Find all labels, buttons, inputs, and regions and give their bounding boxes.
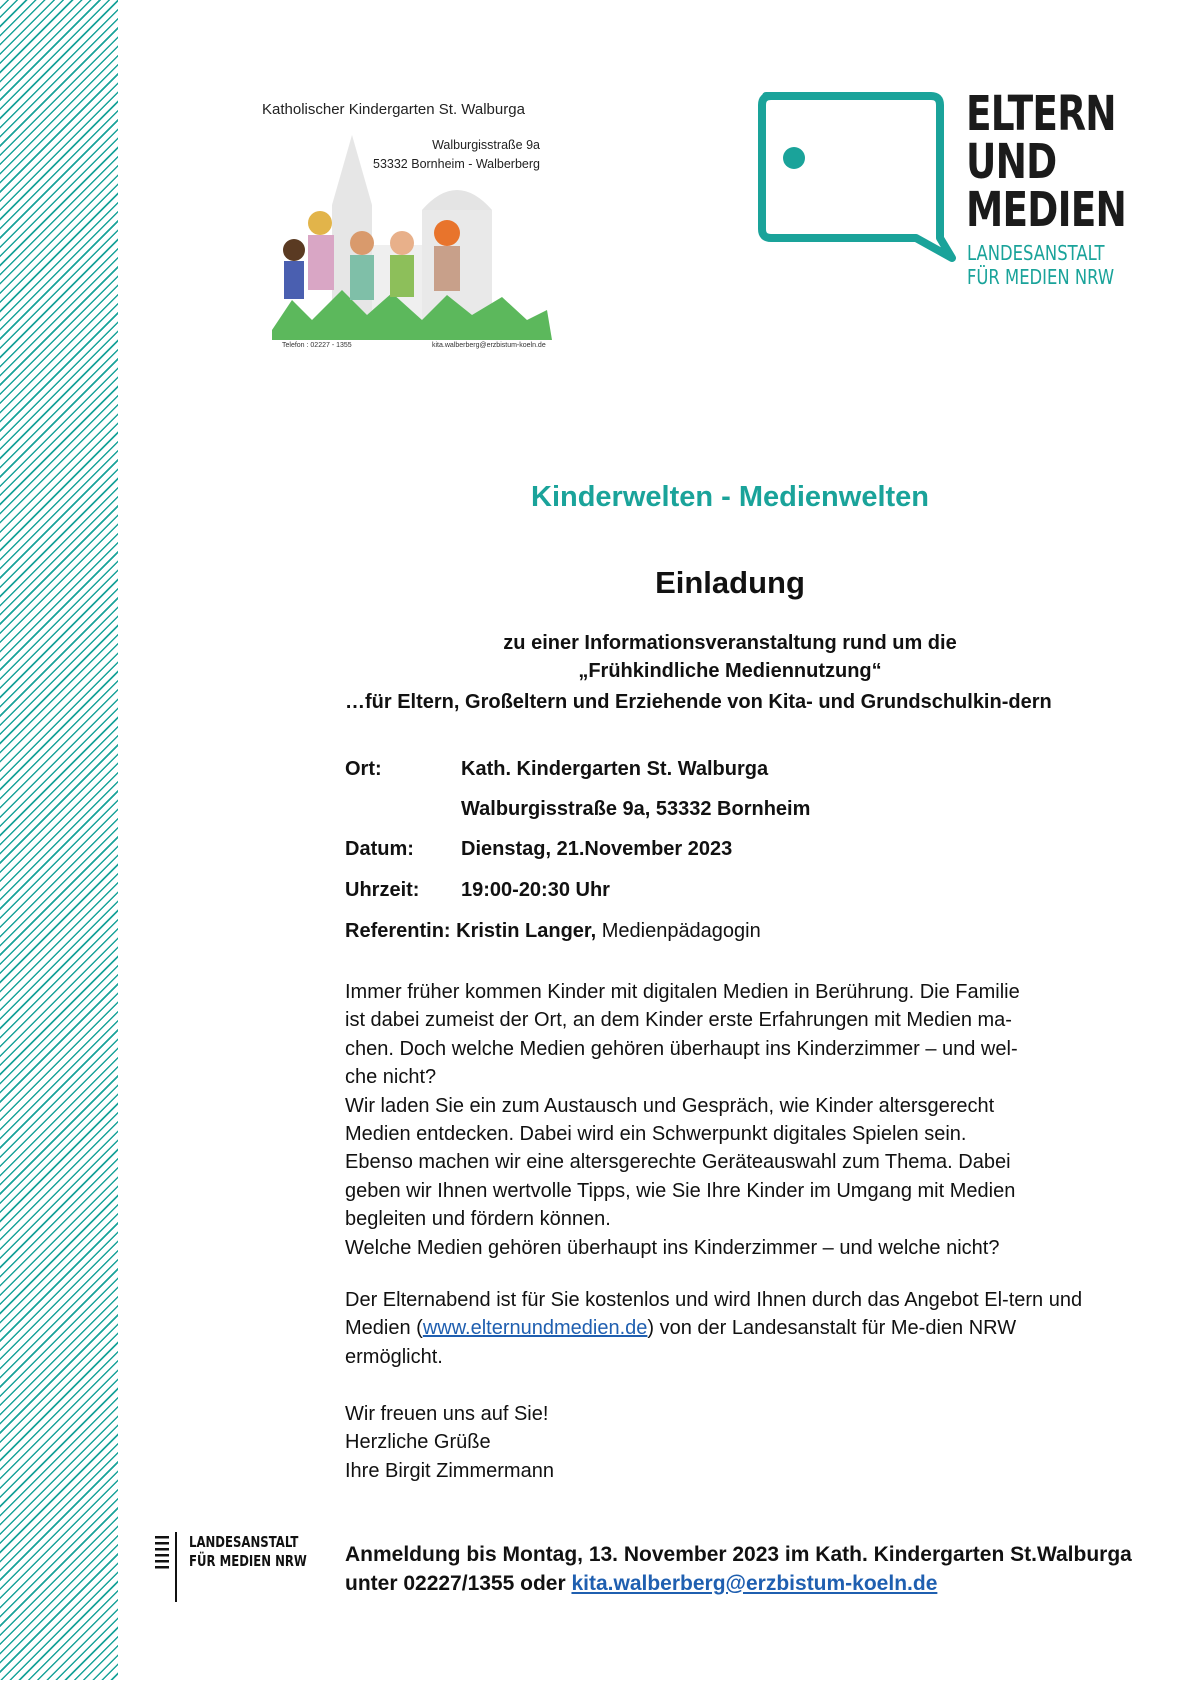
subline-1: zu einer Informationsveranstaltung rund um die	[503, 632, 957, 654]
closing-signature: Ihre Birgit Zimmermann	[345, 1459, 554, 1482]
datum-label: Datum:	[345, 838, 414, 860]
referentin-role: Medienpädagogin	[601, 920, 761, 942]
audience-line: …für Eltern, Großeltern und Erziehende von Kita- und Grundschulkin-dern	[345, 691, 1052, 713]
closing	[345, 1400, 1100, 1485]
paragraph-cost-after: ) von der Landesanstalt für Me-dien NRW ermöglicht.	[345, 1317, 1017, 1368]
referentin-row	[345, 920, 761, 943]
decorative-stripe-border	[0, 0, 118, 1680]
uhrzeit-value: 19:00-20:30 Uhr	[461, 879, 610, 901]
landesanstalt-text-1: LANDESANSTALT	[189, 1533, 299, 1551]
eum-logo-sub1: LANDESANSTALT	[967, 241, 1105, 265]
closing-line-2: Herzliche Grüße	[345, 1431, 491, 1454]
paragraph-line: Ebenso machen wir eine altersgerechte Geräteauswahl zum Thema. Dabei	[345, 1151, 1011, 1174]
registration-text: Anmeldung bis Montag, 13. November 2023 im Kath. Kindergarten St.Walburga unter 02227/1355 oder	[345, 1543, 1132, 1595]
kita-logo	[262, 95, 562, 357]
paragraph-cost-before: Der Elternabend ist für Sie kostenlos und wird Ihnen durch das Angebot El-tern und Medien (	[345, 1289, 1083, 1340]
landesanstalt-text-2: FÜR MEDIEN NRW	[189, 1552, 307, 1570]
ort-value-1: Kath. Kindergarten St. Walburga	[461, 758, 769, 780]
ort-value-2: Walburgisstraße 9a, 53332 Bornheim	[461, 798, 811, 820]
kita-address-city: 53332 Bornheim - Walberberg	[373, 157, 540, 171]
ort-label: Ort:	[345, 758, 382, 780]
speech-bubble-icon	[756, 90, 956, 270]
datum-value: Dienstag, 21.November 2023	[461, 838, 733, 860]
uhrzeit-label: Uhrzeit:	[345, 879, 420, 901]
closing-line-1: Wir freuen uns auf Sie!	[345, 1403, 549, 1425]
kita-email: kita.walberberg@erzbistum-koeln.de	[432, 342, 546, 349]
eum-logo-sub2: FÜR MEDIEN NRW	[967, 265, 1115, 289]
paragraph-line: ist dabei zumeist der Ort, an dem Kinder erste Erfahrungen mit Medien ma-	[345, 1009, 1012, 1032]
paragraph-line: chen. Doch welche Medien gehören überhaupt ins Kinderzimmer – und wel-	[345, 1037, 1018, 1060]
registration-email-link[interactable]: kita.walberberg@erzbistum-koeln.de	[571, 1571, 938, 1595]
paragraph-line: Immer früher kommen Kinder mit digitalen Medien in Berührung. Die Familie	[345, 981, 1020, 1003]
eum-logo-line2: UND	[966, 134, 1057, 190]
eum-logo-line1: ELTERN	[966, 86, 1116, 142]
landesanstalt-bars-icon	[155, 1536, 169, 1572]
registration-note	[345, 1541, 1135, 1598]
kita-address-street: Walburgisstraße 9a	[432, 138, 540, 152]
landesanstalt-logo	[155, 1532, 305, 1604]
paragraph-line: Welche Medien gehören überhaupt ins Kinderzimmer – und welche nicht?	[345, 1236, 1000, 1259]
ort-row	[345, 758, 461, 781]
page-title: Einladung	[655, 565, 805, 600]
paragraph-line: Medien entdecken. Dabei wird ein Schwerpunkt digitales Spielen sein.	[345, 1123, 967, 1146]
paragraph-cost	[345, 1286, 1100, 1371]
paragraph-intro	[345, 978, 1100, 1262]
referentin-label: Referentin: Kristin Langer,	[345, 920, 597, 942]
paragraph-line: che nicht?	[345, 1066, 437, 1089]
eum-logo-line3: MEDIEN	[966, 182, 1127, 238]
datum-row	[345, 838, 461, 861]
eltern-und-medien-logo	[756, 86, 1127, 300]
headline: Kinderwelten - Medienwelten	[531, 481, 929, 513]
landesanstalt-divider	[175, 1532, 177, 1602]
paragraph-line: begleiten und fördern können.	[345, 1208, 611, 1231]
paragraph-line: Wir laden Sie ein zum Austausch und Gespräch, wie Kinder altersgerecht	[345, 1094, 995, 1117]
subline-2: „Frühkindliche Mediennutzung“	[578, 660, 882, 682]
elternundmedien-link[interactable]: www.elternundmedien.de	[422, 1317, 648, 1340]
uhrzeit-row	[345, 879, 461, 902]
paragraph-line: geben wir Ihnen wertvolle Tipps, wie Sie Ihre Kinder im Umgang mit Medien	[345, 1179, 1016, 1202]
kita-phone: Telefon : 02227 - 1355	[282, 342, 352, 349]
kita-name: Katholischer Kindergarten St. Walburga	[262, 101, 525, 118]
